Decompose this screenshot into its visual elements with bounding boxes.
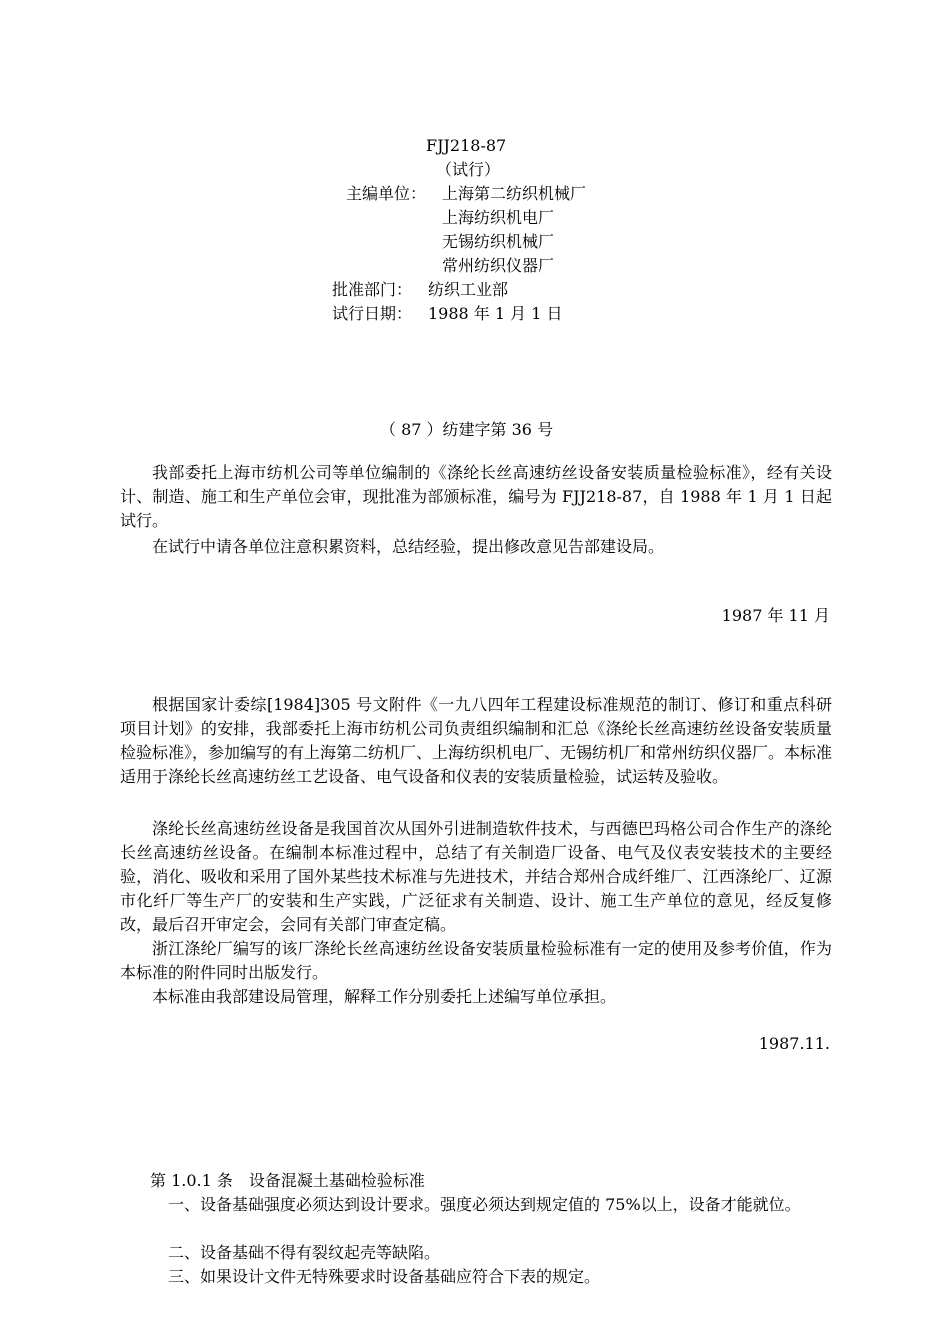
trial-date-label: 试行日期： bbox=[332, 304, 413, 323]
editor-label: 主编单位： bbox=[346, 184, 427, 203]
editor-unit: 上海纺织机电厂 bbox=[442, 208, 555, 227]
approval-label: 批准部门： bbox=[332, 280, 413, 299]
clause-title: 第 1.0.1 条 设备混凝土基础检验标准 bbox=[150, 1171, 425, 1190]
editor-unit: 上海第二纺织机械厂 bbox=[442, 184, 587, 203]
notice-paragraph: 我部委托上海市纺机公司等单位编制的《涤纶长丝高速纺丝设备安装质量检验标准》，经有关设计、制造、施工和生产单位会审，现批准为部颁标准，编号为 FJJ218-87，自 1988 年 1 月 1 日起试行。 bbox=[120, 463, 832, 530]
clause-item: 一、设备基础强度必须达到设计要求。强度必须达到规定值的 75%以上，设备才能就位。 bbox=[168, 1195, 801, 1214]
notice-paragraph: 在试行中请各单位注意积累资料，总结经验，提出修改意见告部建设局。 bbox=[152, 537, 665, 556]
trial-date: 1988 年 1 月 1 日 bbox=[428, 304, 563, 323]
approval-dept: 纺织工业部 bbox=[428, 280, 509, 299]
trial-note: （试行） bbox=[436, 160, 501, 179]
notice-date: 1987 年 11 月 bbox=[721, 606, 830, 625]
preface-paragraph: 根据国家计委综[1984]305 号文附件《一九八四年工程建设标准规范的制订、修订和重点科研项目计划》的安排，我部委托上海市纺机公司负责组织编制和汇总《涤纶长丝高速纺丝设备安装质量检验标准》，参加编写的有上海第二纺机厂、上海纺织机电厂、无锡纺机厂和常州纺织仪器厂。本标准适用于涤纶长丝高速纺丝工艺设备、电气设备和仪表的安装质量检验，试运转及验收。 bbox=[120, 695, 833, 786]
preface-paragraph: 浙江涤纶厂编写的该厂涤纶长丝高速纺丝设备安装质量检验标准有一定的使用及参考价值，作为本标准的附件同时出版发行。 bbox=[120, 939, 832, 982]
editor-unit: 无锡纺织机械厂 bbox=[442, 232, 555, 251]
preface-paragraph: 本标准由我部建设局管理，解释工作分别委托上述编写单位承担。 bbox=[152, 987, 617, 1006]
clause-item: 三、如果设计文件无特殊要求时设备基础应符合下表的规定。 bbox=[168, 1267, 601, 1286]
clause-item: 二、设备基础不得有裂纹起壳等缺陷。 bbox=[168, 1243, 441, 1262]
editor-unit: 常州纺织仪器厂 bbox=[442, 256, 555, 275]
document-number: （ 87 ）纺建字第 36 号 bbox=[380, 420, 554, 439]
standard-code: FJJ218-87 bbox=[426, 136, 507, 155]
preface-paragraph: 涤纶长丝高速纺丝设备是我国首次从国外引进制造软件技术，与西德巴玛格公司合作生产的涤纶长丝高速纺丝设备。在编制本标准过程中，总结了有关制造厂设备、电气及仪表安装技术的主要经验，消化、吸收和采用了国外某些技术标准与先进技术，并结合郑州合成纤维厂、江西涤纶厂、辽源市化纤厂等生产厂的安装和生产实践，广泛征求有关制造、设计、施工生产单位的意见，经反复修改，最后召开审定会，会同有关部门审查定稿。 bbox=[120, 819, 832, 934]
preface-date: 1987.11. bbox=[758, 1034, 830, 1053]
